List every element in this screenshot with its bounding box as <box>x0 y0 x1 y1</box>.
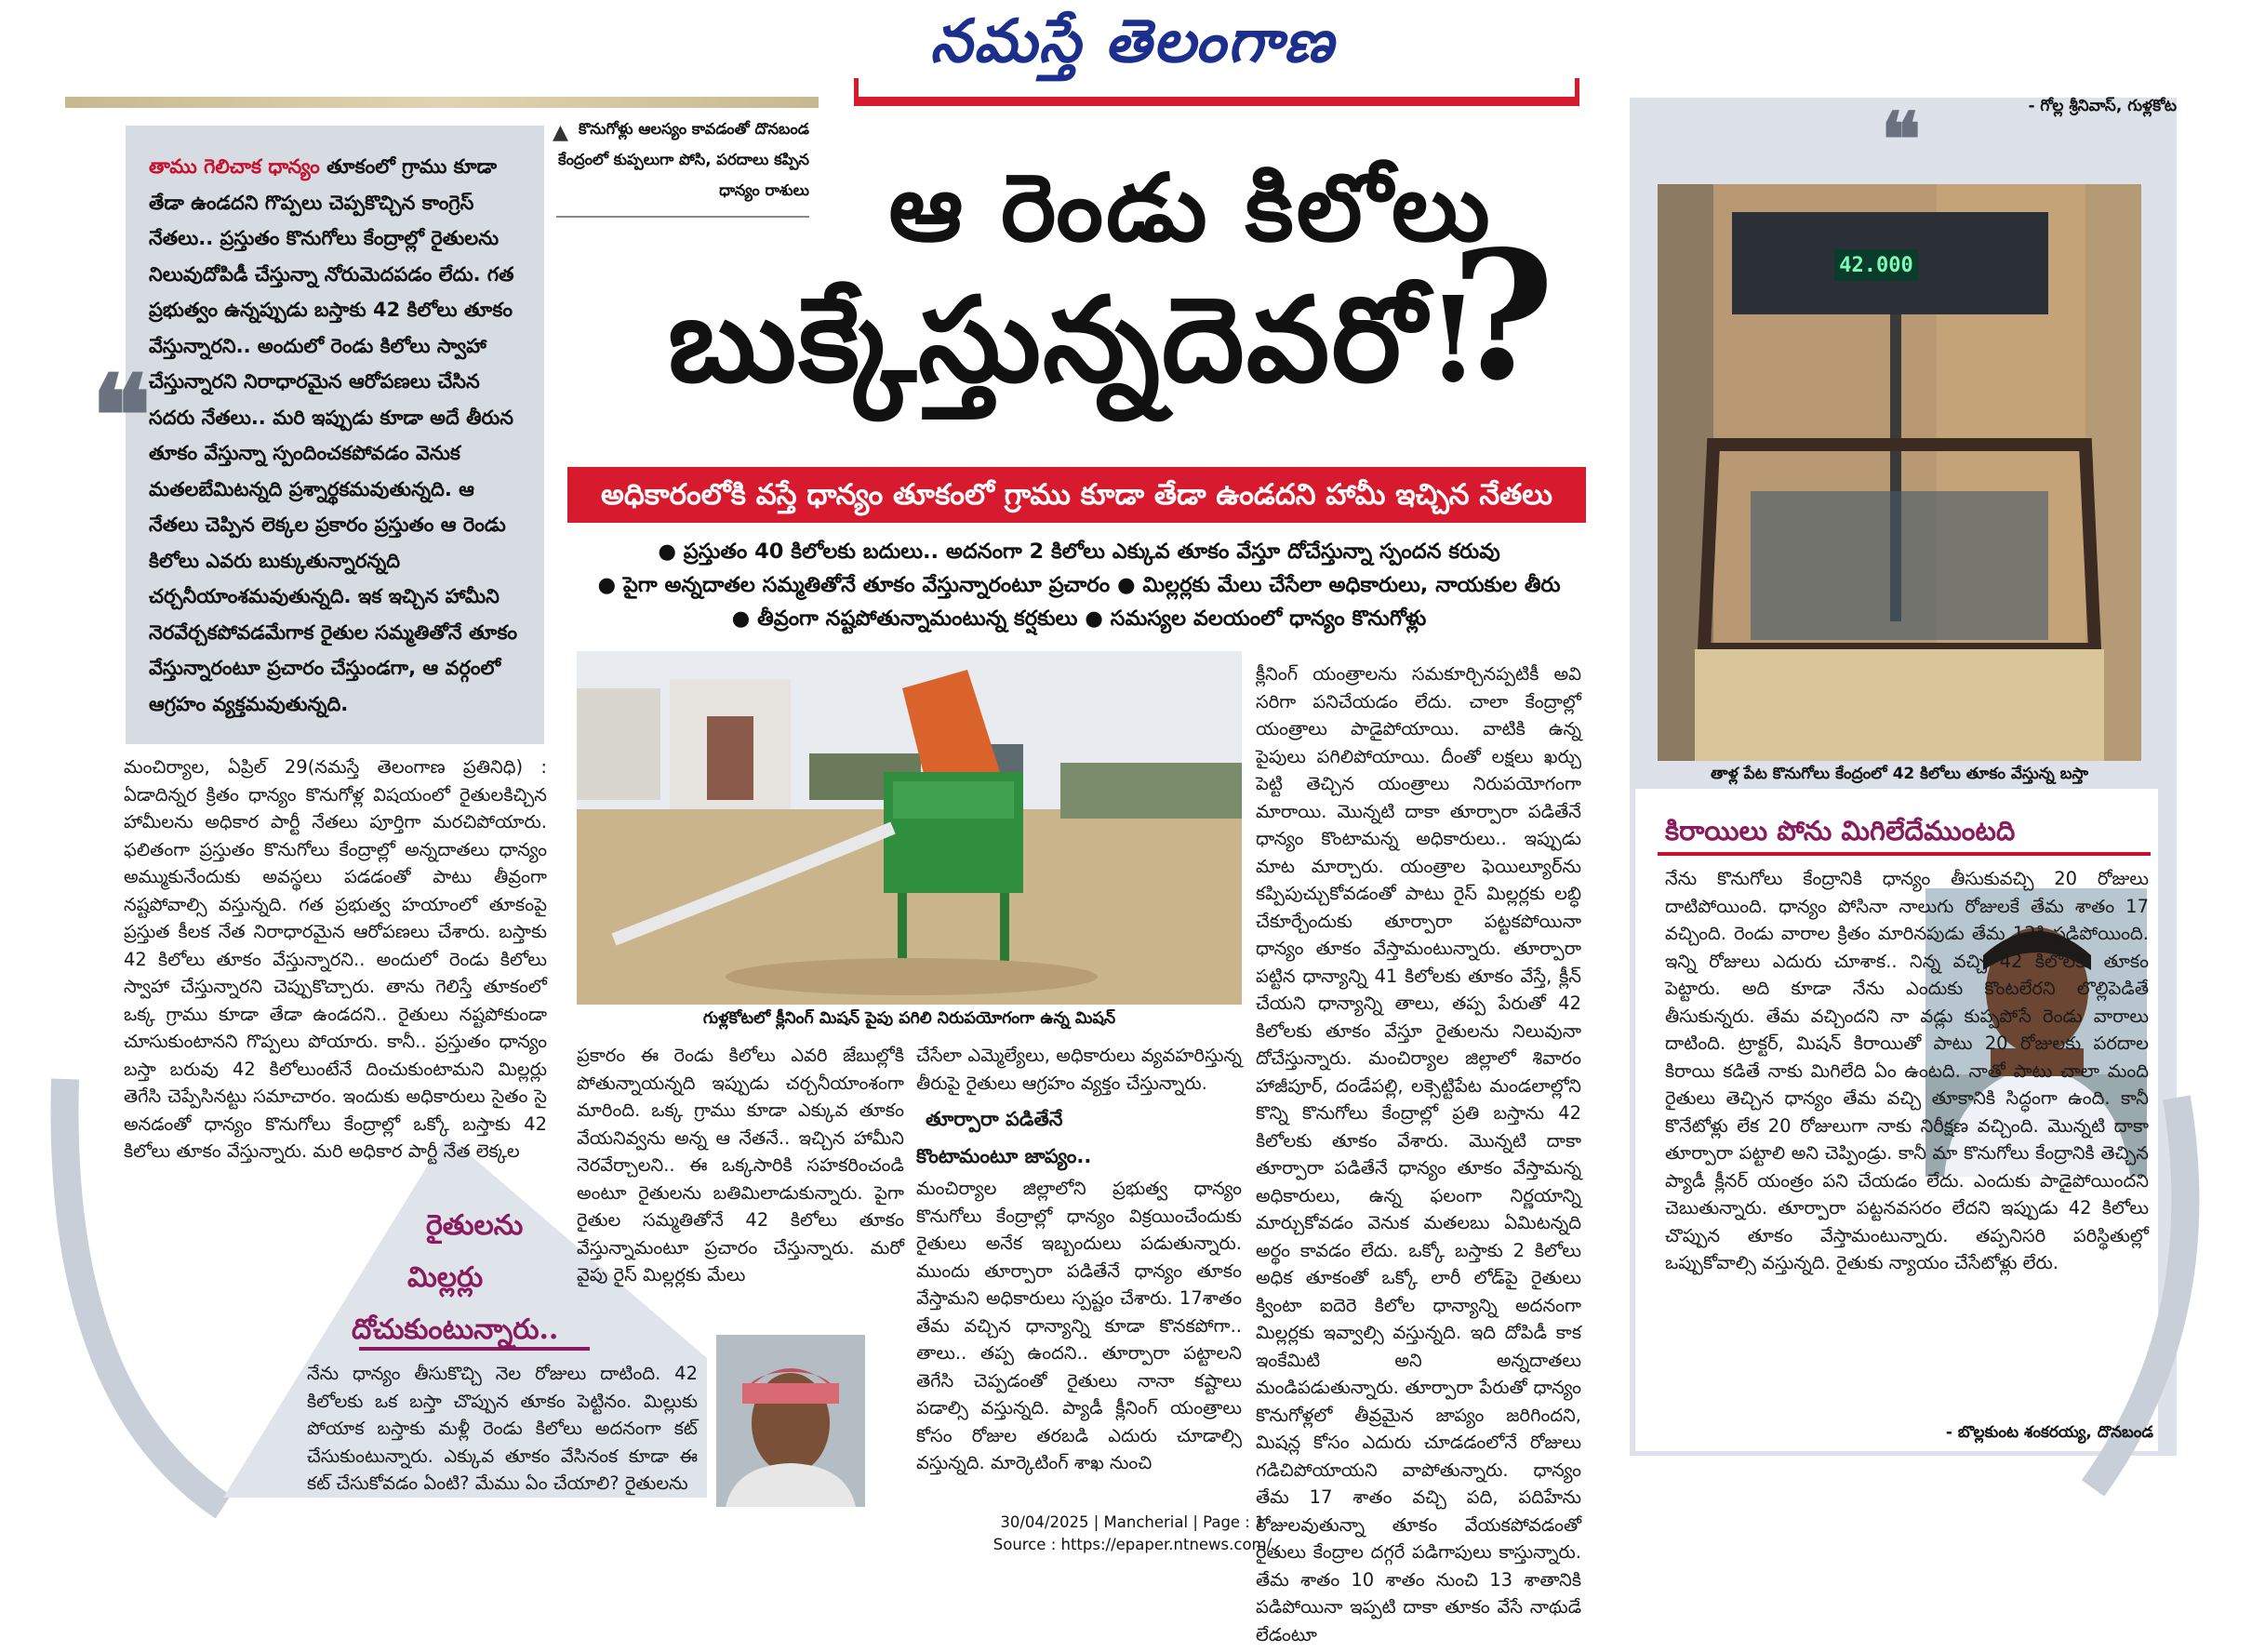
column-1 <box>124 753 547 1169</box>
right-subhead-rule <box>1658 852 2151 856</box>
top-caption-rule <box>556 216 809 218</box>
up-arrow-icon: ▲ <box>553 121 568 144</box>
headline-line1: ఆ రెండు కిలోలు <box>888 153 1493 262</box>
farmer-portrait-2-art <box>716 1335 865 1507</box>
bullets <box>577 535 1581 635</box>
bullet-line-3: ● తీవ్రంగా నష్టపోతున్నామంటున్న కర్షకులు ● సమస్యల వలయంలో ధాన్యం కొనుగోళ్లు <box>731 606 1427 631</box>
footer-line-1: 30/04/2025 | Mancherial | Page : 1 <box>1000 1513 1265 1531</box>
machine-photo <box>577 651 1242 1005</box>
left-bottom-text-body: నేను ధాన్యం తీసుకొచ్చి నెల రోజులు దాటింది. 42 కిలోలకు ఒక బస్తా చొప్పున తూకం పెట్టినం. మిల్లుకు పోయాక బస్తాకు మళ్లీ రెండు కిలోలు అదనంగా కట్ చేసుకుంటున్నారు. ఎక్కువ తూకం వేసినంక కూడా ఈ కట్ చేసుకోవడం ఏంటి? మేము ఏం చేయాలి? రైతులను <box>307 1363 698 1494</box>
right-subhead: కిరాయిలు పోను మిగిలేదేముంటది <box>1665 815 2016 846</box>
headline-qmark-text: ? <box>1451 212 1555 420</box>
right-text <box>1665 865 2149 1281</box>
sidebar-body: తూకంలో గ్రాము కూడా తేడా ఉండదని గొప్పలు చెప్పకొచ్చిన కాంగ్రెస్ నేతలు.. ప్రస్తుతం కొనుగోలు కేంద్రాల్లో రైతులను నిలువుదోపిడీ చేస్తున్నా నోరుమెదపడం లేదు. గత ప్రభుత్వం ఉన్నప్పుడు బస్తాకు 42 కిలోలు తూకం వేస్తున్నారని.. అందులో రెండు కిలోలు స్వాహా చేస్తున్నారని నిరాధారమైన ఆరోపణలు చేసిన సదరు నేతలు.. మరి ఇప్పుడు కూడా అదే తీరున తూకం వేస్తున్నా స్పందించకపోవడం వెనుక మతలబేమిటన్నది ప్రశ్నార్థకమవుతున్నది. ఆ నేతలు చెప్పిన లెక్కల ప్రకారం ప్రస్తుతం ఆ రెండు కిలోలు ఎవరు బుక్కుతున్నారన్నది చర్చనీయాంశమవుతున్నది. ఇక ఇచ్చిన హామీని నెరవేర్చకపోవడమేగాక రైతుల సమ్మతితోనే తూకం వేస్తున్నారంటూ ప్రచారం చేస్తుండగా, ఆ వర్గంలో ఆగ్రహం వ్యక్తమవుతున్నది. <box>149 155 518 715</box>
top-caption: కొనుగోళ్లు ఆలస్యం కావడంతో దొనబండ కేంద్రంలో కుప్పలుగా పోసి, పరదాలు కప్పిన ధాన్యం రాశులు <box>557 120 809 199</box>
farmer-portrait-2 <box>716 1335 865 1507</box>
masthead-title: నమస్తే తెలంగాణ <box>929 7 1336 76</box>
headline-line2 <box>567 270 1581 409</box>
machine-photo-art <box>577 651 1242 1005</box>
scale-caption: తాళ్ల పేట కొనుగోలు కేంద్రంలో 42 కిలోలు తూకం వేస్తున్న బస్తా <box>1710 765 2088 783</box>
headline-line2-text: బుక్కేస్తున్నదెవరో! <box>668 271 1481 408</box>
sidebar-lead: తాము గెలిచాక ధాన్యం <box>149 155 320 178</box>
footer-line-2: Source : https://epaper.ntnews.com/ <box>993 1536 1272 1553</box>
scale-readout: 42.000 <box>1839 254 1913 277</box>
left-subhead <box>352 1200 659 1356</box>
sidebar-text <box>149 149 526 722</box>
left-subhead-line-3: దోచుకుంటున్నారు.. <box>352 1313 559 1346</box>
red-banner: అధికారంలోకి వస్తే ధాన్యం తూకంలో గ్రాము కూడా తేడా ఉండదని హామీ ఇచ్చిన నేతలు <box>567 467 1586 523</box>
left-bottom-text <box>307 1360 698 1501</box>
scale-credit: - గోల్ల శ్రీనివాస్, గుళ్లకోట <box>2028 97 2177 115</box>
right-credit: - బొల్లకుంట శంకరయ్య, దొనబండ <box>1945 1423 2153 1442</box>
sidebar-rule <box>545 126 548 744</box>
bullet-line-1: ● ప్రస్తుతం 40 కిలోలకు బదులు.. అదనంగా 2 కిలోలు ఎక్కువ తూకం వేస్తూ దోచేస్తున్నా స్పందన కరువు <box>658 540 1500 564</box>
footer <box>0 1512 2265 1556</box>
left-subhead-line-2: మిల్లర్లు <box>407 1261 484 1294</box>
column-3 <box>916 1042 1242 1481</box>
left-subhead-rule <box>359 1347 590 1351</box>
column-3a-text: చేసేలా ఎమ్మెల్యేలు, అధికారులు వ్యవహరిస్తున్న తీరుపై రైతులు ఆగ్రహం వ్యక్తం చేస్తున్నారు. <box>916 1045 1242 1094</box>
column-3-subhead-1: తూర్పారా పడితేనే <box>926 1108 1063 1130</box>
left-subhead-line-1: రైతులను <box>426 1209 524 1242</box>
column-1-text: మంచిర్యాల, ఏప్రిల్ 29(నమస్తే తెలంగాణ ప్రతినిధి) : ఏడాదిన్నర క్రితం ధాన్యం కొనుగోళ్ల విషయంలో రైతులకిచ్చిన హామీలను అధికార పార్టీ నేతలు పూర్తిగా మరచిపోయారు. ఫలితంగా ప్రస్తుతం కొనుగోలు కేంద్రాల్లో అన్నదాతలు ధాన్యం అమ్ముకునేందుకు అవస్థలు పడడంతో పాటు తీవ్రంగా నష్టపోవాల్సి వస్తున్నది. గత ప్రభుత్వ హయాంలో తూకంపై ప్రస్తుత కీలక నేత నిరాధారమైన ఆరోపణలు చేశారు. బస్తాకు 42 కిలోలు తూకం వేస్తున్నారని.. అందులో రెండు కిలోలు స్వాహా చేస్తున్నారని చెప్పుకొచ్చారు. తాను గెలిస్తే తూకంలో ఒక్క గ్రాము కూడా తేడా ఉండదని.. రైతులు నష్టపోకుండా చూసుకుంటానని గొప్పలు పోయారు. కానీ.. ప్రస్తుతం ధాన్యం బస్తా బరువు 42 కిలోలుంటేనే దించుకుంటామని మిల్లర్లు తెగేసి చెప్పేసినట్టు సమాచారం. ఇందుకు అధికారులు సైతం సై అనడంతో ధాన్యం కొనుగోలు కేంద్రాల్లో ఒక్కో బస్తాకు 42 కిలోలు తూకం వేస్తున్నారు. మరి అధికార పార్టీ నేత లెక్కల <box>124 756 547 1162</box>
bullet-line-2: ● పైగా అన్నదాతల సమ్మతితోనే తూకం వేస్తున్నారంటూ ప్రచారం ● మిల్లర్లకు మేలు చేసేలా అధికారులు, నాయకుల తీరు <box>597 573 1561 597</box>
column-3-subhead-2: కొంటామంటూ జాప్యం.. <box>916 1145 1092 1167</box>
scale-photo <box>1658 184 2141 761</box>
quote-mark-icon-right: ❝ <box>1881 96 1922 183</box>
column-3b-text: మంచిర్యాల జిల్లాలోని ప్రభుత్వ ధాన్యం కొనుగోలు కేంద్రాల్లో ధాన్యం విక్రయించేందుకు రైతులు అనేక ఇబ్బందులు పడుతున్నారు. ముందు తూర్పారా పడితేనే ధాన్యం తూకం వేస్తామని అధికారులు స్పష్టం చేశారు. 17శాతం తేమ వచ్చిన ధాన్యాన్ని కూడా కొనకపోగా.. తాలు.. తప్ప ఉందని.. తూర్పారా పట్టాలని తెగేసి చెప్పడంతో రైతులు నానా కష్టాలు పడాల్సి వస్తున్నది. ప్యాడీ క్లీనింగ్ యంత్రాలు కోసం రోజుల తరబడి ఎదురు చూడాల్సి వస్తున్నది. మార్కెటింగ్ శాఖ నుంచి <box>916 1178 1242 1473</box>
column-4 <box>1256 660 1581 1652</box>
headline-question-mark <box>1451 212 1555 420</box>
quote-mark-icon: ❝ <box>91 351 152 482</box>
column-4-text: క్లీనింగ్ యంత్రాలను సమకూర్చినప్పటికీ అవి సరిగా పనిచేయడం లేదు. చాలా కేంద్రాల్లో యంత్రాలు పాడైపోయాయి. వాటికి ఉన్న పైపులు పగిలిపోయాయి. దీంతో లక్షలు ఖర్చు పెట్టి తెచ్చిన యంత్రాలు నిరుపయోగంగా మారాయి. మొన్నటి దాకా తూర్పారా పడితేనే ధాన్యం కొంటామన్న అధికారులు.. ఇప్పుడు మాట మార్చారు. యంత్రాల ఫెయిల్యూర్‌ను కప్పిపుచ్చుకోవడంతో పాటు రైస్ మిల్లర్లకు లబ్ధి చేకూర్చేందుకు తూర్పారా పట్టకపోయినా ధాన్యం తూకం వేస్తామంటున్నారు. తూర్పారా పట్టిన ధాన్యాన్ని 41 కిలోలకు తూకం వేస్తే, క్లీన్ చేయని ధాన్యాన్ని తాలు, తప్ప పేరుతో 42 కిలోలకు తూకం వేస్తూ రైతులను నిలువునా దోచేస్తున్నారు. మంచిర్యాల జిల్లాలో శివారం హాజీపూర్, దండేపల్లి, లక్సెట్టిపేట మండలాల్లోని కొన్ని కొనుగోలు కేంద్రాల్లో ప్రతి బస్తాను 42 కిలోలకు తూకం వేశారు. మొన్నటి దాకా తూర్పారా పడితేనే ధాన్యం తూకం వేస్తామన్న అధికారులు, ఉన్న ఫలంగా నిర్ణయాన్ని మార్చుకోవడం వెనుక మతలబు ఏమిటన్నది అర్థం కావడం లేదు. ఒక్కో బస్తాకు 2 కిలోలు అధిక తూకంతో ఒక్కో లారీ లోడ్‌పై రైతులు క్వింటా ఐదెరె కిలోల ధాన్యాన్ని అదనంగా మిల్లర్లకు ఇవ్వాల్సి వస్తున్నది. ఇది దోపిడీ కాక ఇంకేమిటి అని అన్నదాతలు మండిపడుతున్నారు. తూర్పారా పేరుతో ధాన్యం కొనుగోళ్లలో తీవ్రమైన జాప్యం జరిగిందని, మిషన్ల కోసం ఎదురు చూడడంలోనే రోజులు గడిచిపోయాయని వాపోతున్నారు. ధాన్యం తేమ 17 శాతం వచ్చి పది, పదిహేను రోజులవుతున్నా తూకం వేయకపోవడంతో రైతులు కేంద్రాల దగ్గరే పడిగాపులు కాస్తున్నారు. తేమ శాతం 10 శాతం నుంచి 13 శాతానికి పడిపోయినా ఇప్పటి దాకా తూకం వేసే నాథుడే లేడంటూ <box>1256 663 1581 1645</box>
right-text-body: నేను కొనుగోలు కేంద్రానికి ధాన్యం తీసుకువచ్చి 20 రోజులు దాటిపోయింది. ధాన్యం పోసినా నాలుగు రోజులకే తేమ శాతం 17 వచ్చింది. రెండు వారాల క్రితం మారినపుడు తేమ 12కి పడిపోయింది. ఇన్ని రోజులు ఎదురు చూశాక.. నిన్న వచ్చి 42 కిలోలకు తూకం పెట్టారు. అది కూడా నేను ఎందుకు కొంటలేరని లొల్లిపెడితే తీసుకున్నరు. తేమ వచ్చిందని నా వడ్లు కుప్పపోసే రెండు వారాలు దాటింది. ట్రాక్టర్, మిషన్ కిరాయితో పాటు 20 రోజులకు పరదాల కిరాయి కడితే నాకు మిగిలేది ఏం ఉంటది. నాతో పాటు చాలా మంది రైతులు తెచ్చిన ధాన్యం తేమ వచ్చి తూకానికి సిద్ధంగా ఉంది. కానీ కొనేటోళ్లు లేక 20 రోజులుగా నాకు నిరీక్షణ వచ్చింది. మొన్నటి దాకా తూర్పారా పట్టాలి అని చెప్పిండ్రు. కానీ మా కొనుగోలు కేంద్రానికి తెచ్చిన ప్యాడీ క్లీనర్ యంత్రం పని చేయడం లేదు. ఎందుకు పాడైపోయిందని చెబుతున్నారు. తూర్పారా పట్టనవసరం లేదని ఇప్పుడు 42 కిలోలు చొప్పున తూకం వేస్తామంటున్నారు. తప్పనిసరి పరిస్థితుల్లో ఒప్పుకోవాల్సి వస్తున్నది. రైతుకు న్యాయం చేసేటోళ్లు లేరు. <box>1665 868 2149 1273</box>
column-2-text: ప్రకారం ఈ రెండు కిలోలు ఎవరి జేబుల్లోకి పోతున్నాయన్నది ఇప్పుడు చర్చనీయాంశంగా మారింది. ఒక్క గ్రాము కూడా ఎక్కువ తూకం వేయనివ్వను అన్న ఆ నేతనే.. ఇచ్చిన హామీని నెరవేర్చాలని.. ఈ ఒక్కసారికి సహకరించండి అంటూ రైతులను బతిమిలాడుకున్నారు. పైగా రైతుల సమ్మతితోనే 42 కిలోలు తూకం వేస్తున్నామంటూ ప్రచారం చేస్తున్నారు. మరో వైపు రైస్ మిల్లర్లకు మేలు <box>577 1045 904 1286</box>
machine-caption: గుళ్లకోటలో క్లీనింగ్ మిషన్ పైపు పగిలి నిరుపయోగంగా ఉన్న మిషన్ <box>702 1009 1116 1028</box>
